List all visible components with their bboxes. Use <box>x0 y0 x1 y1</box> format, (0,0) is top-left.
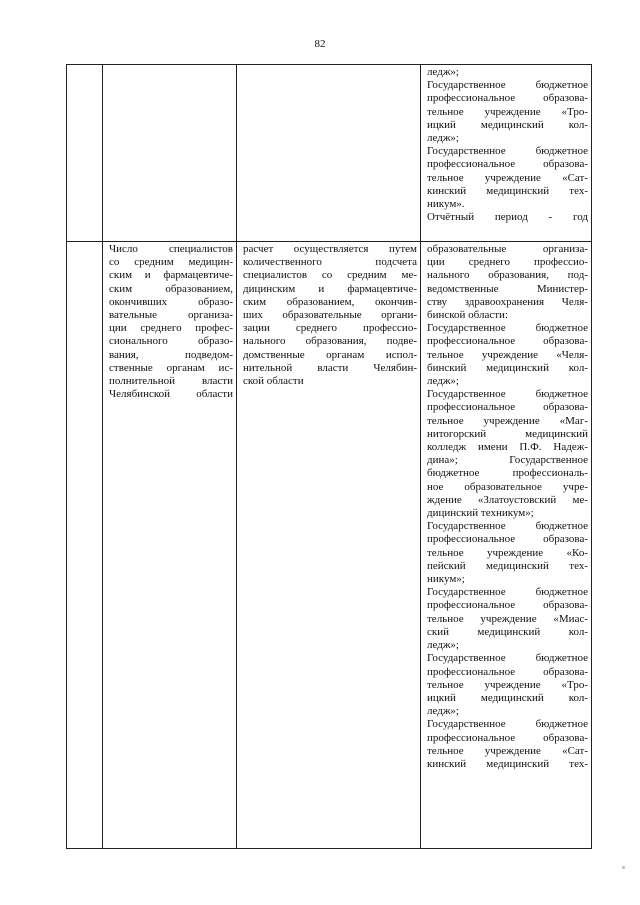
cell-text-line: ледж»; <box>427 639 459 652</box>
cell-text-line: Государственное бюджетное <box>427 652 588 665</box>
cell-text-line: тельное учреждение «Тро- <box>427 678 588 691</box>
cell-text-line: ским образованием, <box>109 282 233 295</box>
cell-text-line: Отчётный период - год <box>427 211 588 224</box>
cell-text-line: профессиональное образова- <box>427 335 588 348</box>
cell-text-line: никум». <box>427 198 465 211</box>
cell-text-line: ших образовательные органи- <box>243 309 417 322</box>
cell-text-line: ским и фармацевтиче- <box>109 269 233 282</box>
cell-text-line: нального образования, под- <box>427 269 588 282</box>
cell-text-line: образовательные организа- <box>427 243 588 255</box>
cell-text-line: домственные органам испол- <box>243 348 417 361</box>
cell-data-source <box>421 242 592 849</box>
cell-text-line: нитогорский медицинский <box>427 427 588 440</box>
cell-text-line: ции среднего профессио- <box>427 256 588 269</box>
cell-text-line: тельное учреждение «Миас- <box>427 612 588 625</box>
cell-text-line: бинский медицинский кол- <box>427 361 588 374</box>
cell-text-line: никум»; <box>427 573 465 586</box>
cell-indicator-name <box>103 242 237 849</box>
cell-text-line: дицинский техникум»; <box>427 507 534 520</box>
cell-text-line: бинской области: <box>427 309 509 322</box>
cell-text-line: специалистов со средним ме- <box>243 269 417 282</box>
cell-text-line: профессиональное образова- <box>427 158 588 171</box>
cell-text-line: ской области <box>243 375 304 388</box>
page-number: 82 <box>314 38 326 50</box>
cell-text-line: вательные организа- <box>109 309 233 322</box>
cell-text-line: профессиональное образова- <box>427 92 588 105</box>
cell-text-line: зации среднего профессио- <box>243 322 417 335</box>
cell-text-line: вания, подведом- <box>109 348 233 361</box>
cell-text-line: ицкий медицинский кол- <box>427 691 588 704</box>
cell-text-line: профессиональное образова- <box>427 401 588 414</box>
cell-calculation-method <box>237 242 421 849</box>
cell-text-line: Государственное бюджетное <box>427 145 588 158</box>
cell-text-line: Государственное бюджетное <box>427 586 588 599</box>
indicator-table <box>66 64 592 849</box>
cell-text-line: колледж имени П.Ф. Надеж- <box>427 441 588 454</box>
cell-text-line: дина»; Государственное <box>427 454 588 467</box>
cell-text-line: Государственное бюджетное <box>427 718 588 731</box>
cell-text-line: сионального образо- <box>109 335 233 348</box>
cell-text-line: профессиональное образова- <box>427 599 588 612</box>
cell-text-line: количественного подсчета <box>243 256 417 269</box>
cell-text-line: тельное учреждение «Сат- <box>427 171 588 184</box>
cell-text-line: ции среднего профес- <box>109 322 233 335</box>
cell-text-line: ственные органам ис- <box>109 361 233 374</box>
cell-text-line: тельное учреждение «Тро- <box>427 105 588 118</box>
table-row-indicator <box>67 242 592 849</box>
cell-text-line: Государственное бюджетное <box>427 79 588 92</box>
cell-text-line: ное образовательное учре- <box>427 480 588 493</box>
cell-text-line: профессиональное образова- <box>427 665 588 678</box>
cell-text-line: Государственное бюджетное <box>427 388 588 401</box>
cell-text-line: нального образования, подве- <box>243 335 417 348</box>
cell-method-top <box>237 65 421 242</box>
cell-text-line: дицинским и фармацевтиче- <box>243 282 417 295</box>
cell-text-line: Государственное бюджетное <box>427 520 588 533</box>
cell-text-line: пейский медицинский тех- <box>427 559 588 572</box>
cell-text-line: тельное учреждение «Маг- <box>427 414 588 427</box>
cell-text-line: нительной власти Челябин- <box>243 361 417 374</box>
cell-source-top <box>421 65 592 242</box>
cell-text-line: профессиональное образова- <box>427 731 588 744</box>
cell-text-line: ицкий медицинский кол- <box>427 118 588 131</box>
cell-text-line: Число специалистов <box>109 243 233 255</box>
scan-dot <box>622 866 625 869</box>
cell-text-line: Государственное бюджетное <box>427 322 588 335</box>
cell-indicator-top <box>103 65 237 242</box>
cell-text-line: окончивших образо- <box>109 295 233 308</box>
cell-text-line: ству здравоохранения Челя- <box>427 295 588 308</box>
cell-index <box>67 242 103 849</box>
cell-text-line: кинский медицинский тех- <box>427 184 588 197</box>
cell-text-line: со средним медицин- <box>109 256 233 269</box>
cell-text-line: ждение «Златоустовский ме- <box>427 493 588 506</box>
cell-text-line: бюджетное профессиональ- <box>427 467 588 480</box>
cell-text-line: тельное учреждение «Челя- <box>427 348 588 361</box>
cell-text-line: ским образованием, окончив- <box>243 295 417 308</box>
cell-text-line: Челябинской области <box>109 388 233 401</box>
cell-text-line: расчет осуществляется путем <box>243 243 417 255</box>
cell-text-line: профессиональное образова- <box>427 533 588 546</box>
cell-text-line: ледж»; <box>427 375 459 388</box>
cell-text-line: кинский медицинский тех- <box>427 757 588 770</box>
cell-text-line: ледж»; <box>427 705 459 718</box>
cell-text-line: тельное учреждение «Ко- <box>427 546 588 559</box>
cell-text-line: полнительной власти <box>109 375 233 388</box>
cell-text-line: ведомственные Министер- <box>427 282 588 295</box>
cell-index-top <box>67 65 103 242</box>
cell-text-line: тельное учреждение «Сат- <box>427 744 588 757</box>
cell-text-line: ледж»; <box>427 132 459 145</box>
cell-text-line: ледж»; <box>427 66 459 78</box>
table-row-continuation <box>67 65 592 242</box>
cell-text-line: ский медицинский кол- <box>427 625 588 638</box>
